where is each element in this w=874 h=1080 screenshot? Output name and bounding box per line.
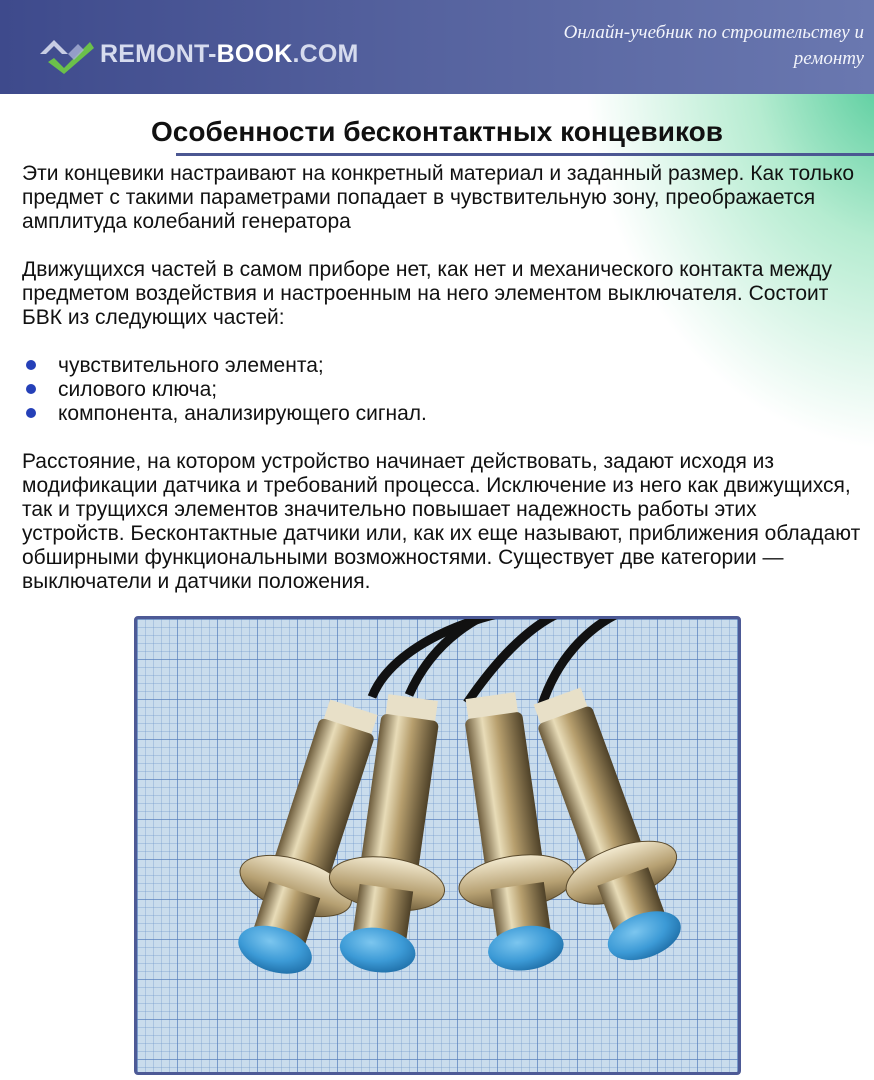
- sensors-photo: [134, 616, 741, 1075]
- site-logo-text: REMONT-BOOK.COM: [100, 39, 359, 68]
- list-item: компонента, анализирующего сигнал.: [22, 402, 862, 426]
- parts-list: [22, 354, 862, 426]
- paragraph-closing: Расстояние, на котором устройство начинает действовать, задают исходя из модификации датчика и требований процесса. Исключение из него как движущихся, так и трущихся элементов значительно повышает надежность работы этих устройств. Бесконтактные датчики или, как их еще называют, приближения обладают обширными функциональными возможностями. Существует две категории — выключатели и датчики положения.: [22, 450, 861, 593]
- article-body: [22, 162, 862, 618]
- house-check-icon: [38, 34, 96, 74]
- site-logo[interactable]: [38, 34, 359, 74]
- site-tagline: Онлайн-учебник по строительству и ремонту: [563, 22, 864, 69]
- bullet-icon: [26, 408, 36, 418]
- page-title: Особенности бесконтактных концевиков: [151, 116, 723, 147]
- title-underline: [176, 153, 874, 156]
- list-item: чувствительного элемента;: [22, 354, 862, 378]
- paragraph-construction: Движущихся частей в самом приборе нет, как нет и механического контакта между предметом воздействия и настроенным на него элементом выключателя. Состоит БВК из следующих частей:: [22, 258, 832, 329]
- paragraph-intro: Эти концевики настраивают на конкретный материал и заданный размер. Как только предмет с такими параметрами попадает в чувствительную зону, преображается амплитуда колебаний генератора: [22, 162, 855, 233]
- proximity-sensors-illustration: [137, 619, 738, 1072]
- site-header: [0, 0, 874, 94]
- list-item: силового ключа;: [22, 378, 862, 402]
- bullet-icon: [26, 384, 36, 394]
- bullet-icon: [26, 360, 36, 370]
